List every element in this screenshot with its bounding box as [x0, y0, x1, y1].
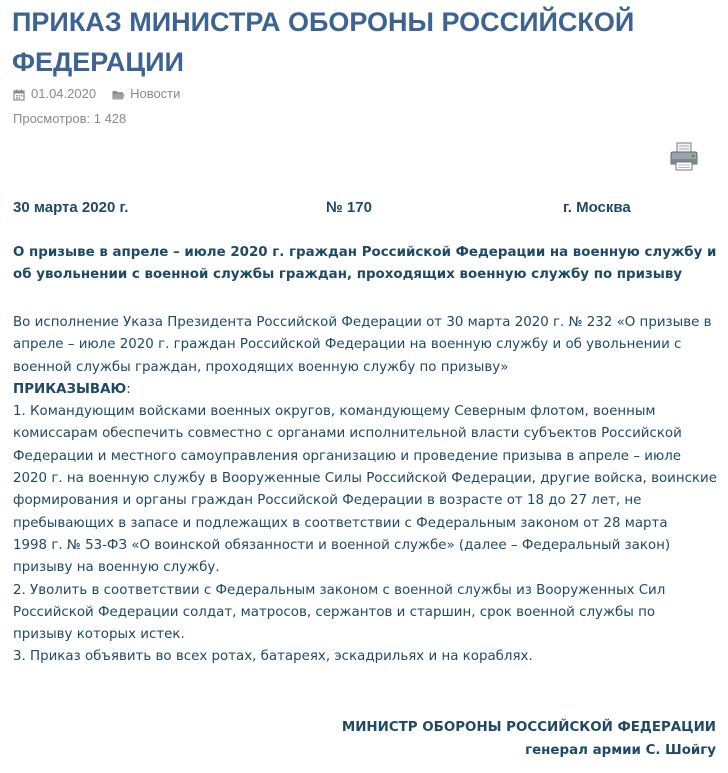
category-link[interactable]: Новости	[130, 86, 181, 101]
preamble: Во исполнение Указа Президента Российской Федерации от 30 марта 2020 г. № 232 «О призыве в апреле – июле 2020 г. граждан Российской Федерации на военную службу и об увольнении с военной службы граждан, проходящих военную службу по призыву»	[13, 315, 712, 375]
document-date: 30 марта 2020 г.	[13, 199, 129, 216]
signature-name: генерал армии С. Шойгу	[525, 743, 716, 758]
page-title: ПРИКАЗ МИНИСТРА ОБОРОНЫ РОССИЙСКОЙ ФЕДЕРАЦИИ	[12, 7, 635, 77]
signature-title: МИНИСТР ОБОРОНЫ РОССИЙСКОЙ ФЕДЕРАЦИИ	[341, 720, 716, 735]
printer-icon[interactable]	[668, 140, 700, 172]
order-word: ПРИКАЗЫВАЮ	[13, 381, 127, 397]
order-item-1-continued: 1998 г. № 53-ФЗ «О воинской обязанности и военной службе» (далее – Федеральный закон) призыву на военную службу.	[13, 537, 671, 576]
document-city: г. Москва	[563, 199, 631, 216]
views-count: Просмотров: 1 428	[13, 111, 127, 126]
calendar-icon	[13, 88, 25, 100]
order-item-1: 1. Командующим войсками военных округов, командующему Северным флотом, военным комиссарам обеспечить совместно с органами исполнительной власти субъектов Российской Федерации и местного самоуправления организацию и проведение призыва в апреле – июле 2020 г. на военную службу в Вооруженные Силы Российской Федерации, другие войска, воинские формирования и органы граждан Российской Федерации в возрасте от 18 до 27 лет, не пребывающих в запасе и подлежащих в соответствии с Федеральным законом от 28 марта	[13, 404, 718, 531]
order-line	[13, 379, 718, 401]
document-header	[0, 198, 728, 218]
folder-icon	[112, 88, 124, 100]
signature-block	[342, 716, 716, 762]
article-meta	[13, 85, 180, 103]
document-body	[13, 312, 718, 669]
order-colon: :	[126, 381, 131, 397]
publish-date: 01.04.2020	[31, 86, 97, 101]
document-subject: О призыве в апреле – июле 2020 г. граждан Российской Федерации на военную службу и об увольнении с военной службы граждан, проходящих военную службу по призыву	[13, 245, 717, 282]
order-item-2: 2. Уволить в соответствии с Федеральным законом с военной службы из Вооруженных Сил Российской Федерации солдат, матросов, сержантов и старшин, срок военной службы по призыву которых истек.	[13, 582, 666, 643]
order-item-3: 3. Приказ объявить во всех ротах, батареях, эскадрильях и на кораблях.	[13, 649, 533, 665]
document-number: № 170	[326, 199, 372, 216]
